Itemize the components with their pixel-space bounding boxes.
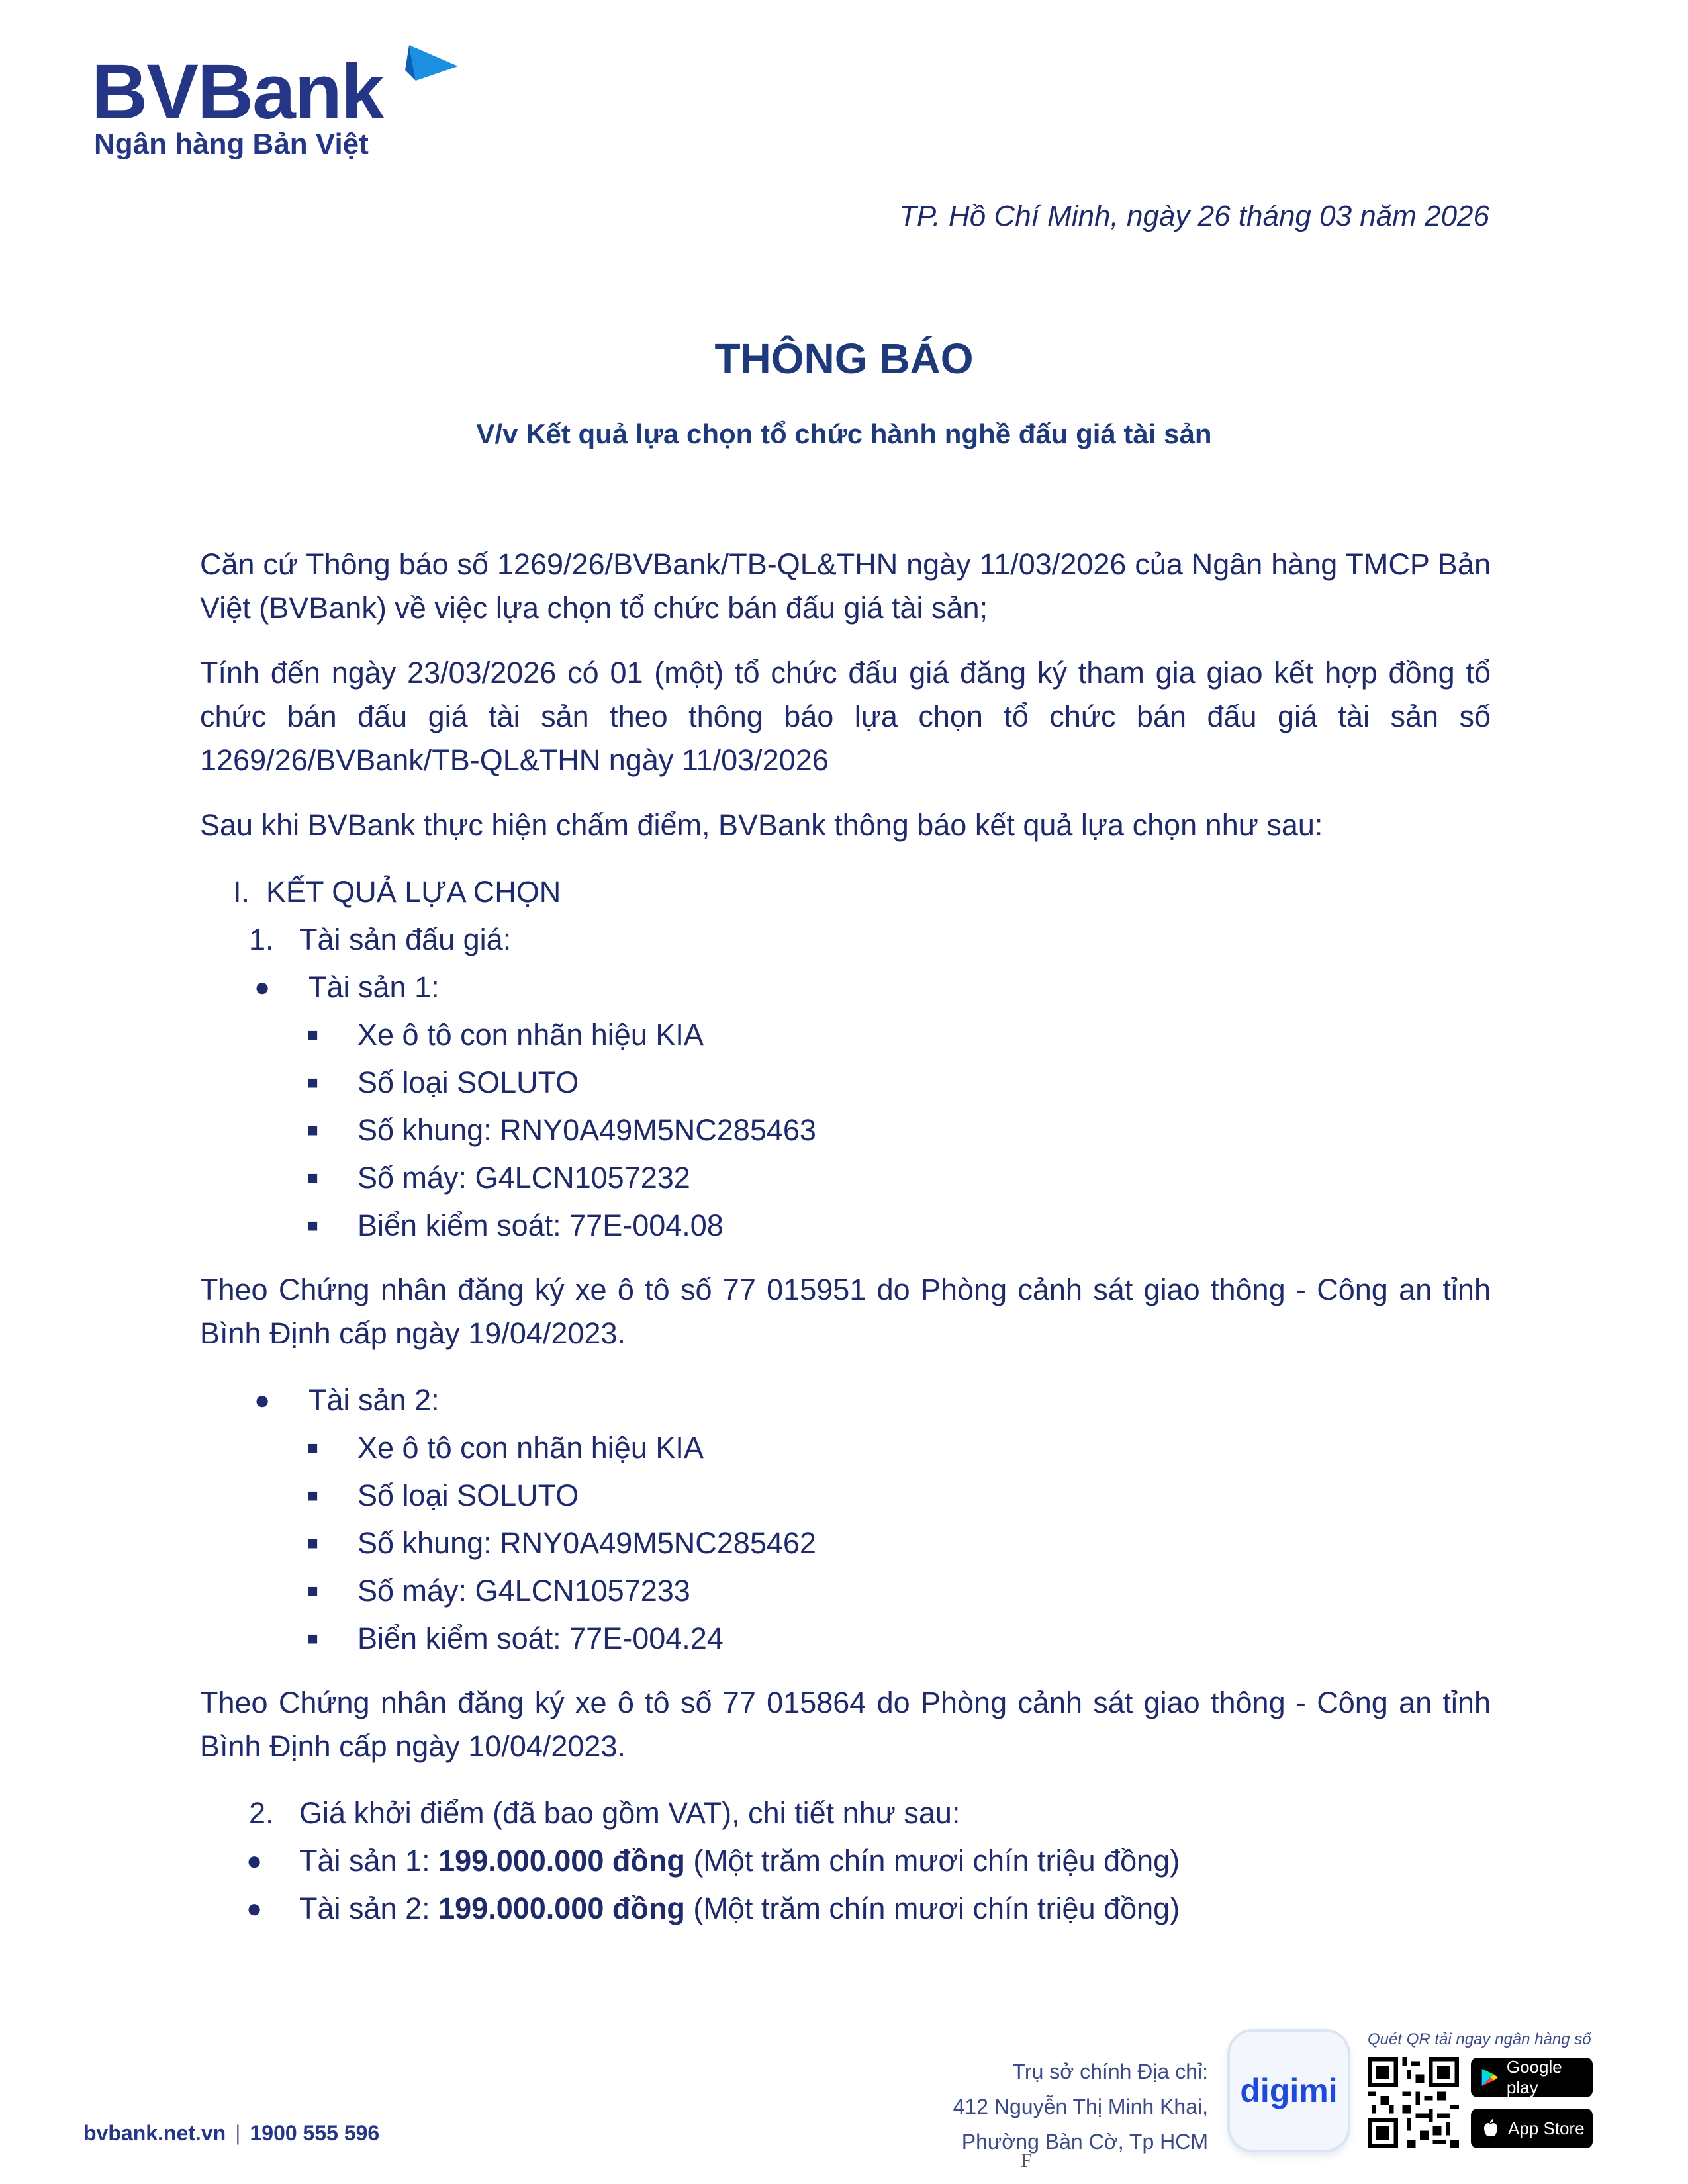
app-store-badge[interactable]	[1471, 2109, 1593, 2148]
asset-2-heading	[200, 1377, 1491, 1424]
asset-2-detail: ■ Xe ô tô con nhãn hiệu KIA	[200, 1424, 1491, 1472]
item-label: Tài sản đấu giá:	[299, 923, 512, 956]
asset-2-detail: ■ Biển kiểm soát: 77E-004.24	[200, 1615, 1491, 1662]
numbered-item-2	[200, 1790, 1491, 1837]
asset-1-detail: ■ Số loại SOLUTO	[200, 1059, 1491, 1107]
square-bullet-icon: ■	[307, 1215, 318, 1236]
square-bullet-icon: ■	[307, 1628, 318, 1649]
item-label: Giá khởi điểm (đã bao gồm VAT), chi tiết như sau:	[299, 1796, 961, 1830]
square-bullet-icon: ■	[307, 1072, 318, 1093]
footer-separator: |	[235, 2121, 241, 2145]
asset-1-detail: ■ Số khung: RNY0A49M5NC285463	[200, 1107, 1491, 1154]
square-bullet-icon: ■	[307, 1580, 318, 1601]
logo-arrow-icon	[389, 44, 462, 97]
item-number: 1.	[249, 923, 274, 956]
qr-caption: Quét QR tải ngay ngân hàng số	[1368, 2030, 1591, 2048]
logo-wordmark: BVBank	[91, 48, 383, 136]
date-line: TP. Hồ Chí Minh, ngày 26 tháng 03 năm 2026	[899, 200, 1489, 232]
asset-1-detail: ■ Số máy: G4LCN1057232	[200, 1154, 1491, 1202]
asset-1-heading	[200, 964, 1491, 1011]
hotline[interactable]: 1900 555 596	[250, 2121, 380, 2145]
google-play-icon	[1479, 2066, 1500, 2089]
paragraph-registration: Tính đến ngày 23/03/2026 có 01 (một) tổ chức đấu giá đăng ký tham gia giao kết hợp đồng tổ chức bán đấu giá tài sản theo thông báo lựa chọn tổ chức bán đấu giá tài sản số 1269/26/BVBank/TB-QL&THN ngày 11/03/2026	[200, 656, 1491, 777]
app-store-label: App Store	[1508, 2118, 1585, 2138]
asset-2-detail: ■ Số loại SOLUTO	[200, 1472, 1491, 1520]
square-bullet-icon: ■	[307, 1485, 318, 1506]
website-link[interactable]: bvbank.net.vn	[83, 2121, 226, 2145]
head-office-address	[953, 2054, 1208, 2160]
bullet-dot-icon: ●	[246, 1894, 263, 1923]
price-words: (Một trăm chín mươi chín triệu đồng)	[684, 1891, 1180, 1925]
page-title: THÔNG BÁO	[714, 335, 974, 383]
section-number: I.	[233, 875, 250, 909]
address-line-2: Phường Bàn Cờ, Tp HCM	[961, 2130, 1208, 2154]
price-words: (Một trăm chín mươi chín triệu đồng)	[684, 1844, 1180, 1878]
paragraph-basis: Căn cứ Thông báo số 1269/26/BVBank/TB-QL&THN ngày 11/03/2026 của Ngân hàng TMCP Bản Việt (BVBank) về việc lựa chọn tổ chức bán đấu giá tài sản;	[200, 547, 1491, 625]
google-play-label: Google play	[1506, 2057, 1562, 2097]
asset-2-detail: ■ Số máy: G4LCN1057233	[200, 1567, 1491, 1615]
page-subtitle: V/v Kết quả lựa chọn tổ chức hành nghề đấu giá tài sản	[476, 418, 1212, 449]
price-amount: 199.000.000 đồng	[438, 1844, 685, 1878]
google-play-badge[interactable]	[1471, 2058, 1593, 2097]
asset-label: Tài sản 2:	[308, 1383, 440, 1417]
price-line-2	[200, 1885, 1491, 1933]
section-heading	[200, 868, 1491, 916]
price-line-1	[200, 1837, 1491, 1885]
page-marker: F	[1021, 2150, 1032, 2171]
square-bullet-icon: ■	[307, 1120, 318, 1140]
asset-label: Tài sản 1:	[308, 970, 440, 1004]
square-bullet-icon: ■	[307, 1167, 318, 1188]
logo-subtitle: Ngân hàng Bản Việt	[94, 128, 369, 160]
item-number: 2.	[249, 1796, 274, 1830]
price-label: Tài sản 2:	[299, 1891, 439, 1925]
bullet-dot-icon: ●	[246, 1846, 263, 1876]
square-bullet-icon: ■	[307, 1533, 318, 1553]
asset-2-certificate: Theo Chứng nhân đăng ký xe ô tô số 77 015864 do Phòng cảnh sát giao thông - Công an tỉnh Bình Định cấp ngày 10/04/2023.	[200, 1686, 1491, 1763]
footer-contact	[83, 2121, 379, 2146]
bullet-dot-icon: ●	[254, 1386, 271, 1415]
document-body	[200, 543, 1491, 1933]
section-title: KẾT QUẢ LỰA CHỌN	[266, 875, 561, 909]
qr-code-icon[interactable]	[1368, 2057, 1459, 2148]
asset-2-detail: ■ Số khung: RNY0A49M5NC285462	[200, 1520, 1491, 1567]
square-bullet-icon: ■	[307, 1024, 318, 1045]
address-line-1: 412 Nguyễn Thị Minh Khai,	[953, 2095, 1208, 2118]
apple-icon	[1479, 2117, 1501, 2140]
numbered-item-1	[200, 916, 1491, 964]
asset-1-certificate: Theo Chứng nhân đăng ký xe ô tô số 77 015951 do Phòng cảnh sát giao thông - Công an tỉnh Bình Định cấp ngày 19/04/2023.	[200, 1273, 1491, 1350]
asset-1-detail: ■ Biển kiểm soát: 77E-004.08	[200, 1202, 1491, 1250]
bvbank-logo	[91, 41, 449, 173]
address-title: Trụ sở chính Địa chỉ:	[1012, 2060, 1208, 2083]
price-label: Tài sản 1:	[299, 1844, 439, 1878]
digimi-app-icon[interactable]: digimi	[1230, 2032, 1348, 2150]
bullet-dot-icon: ●	[254, 973, 271, 1002]
asset-1-detail: ■ Xe ô tô con nhãn hiệu KIA	[200, 1011, 1491, 1059]
square-bullet-icon: ■	[307, 1437, 318, 1458]
paragraph-result-intro: Sau khi BVBank thực hiện chấm điểm, BVBank thông báo kết quả lựa chọn như sau:	[200, 808, 1323, 842]
price-amount: 199.000.000 đồng	[438, 1891, 685, 1925]
